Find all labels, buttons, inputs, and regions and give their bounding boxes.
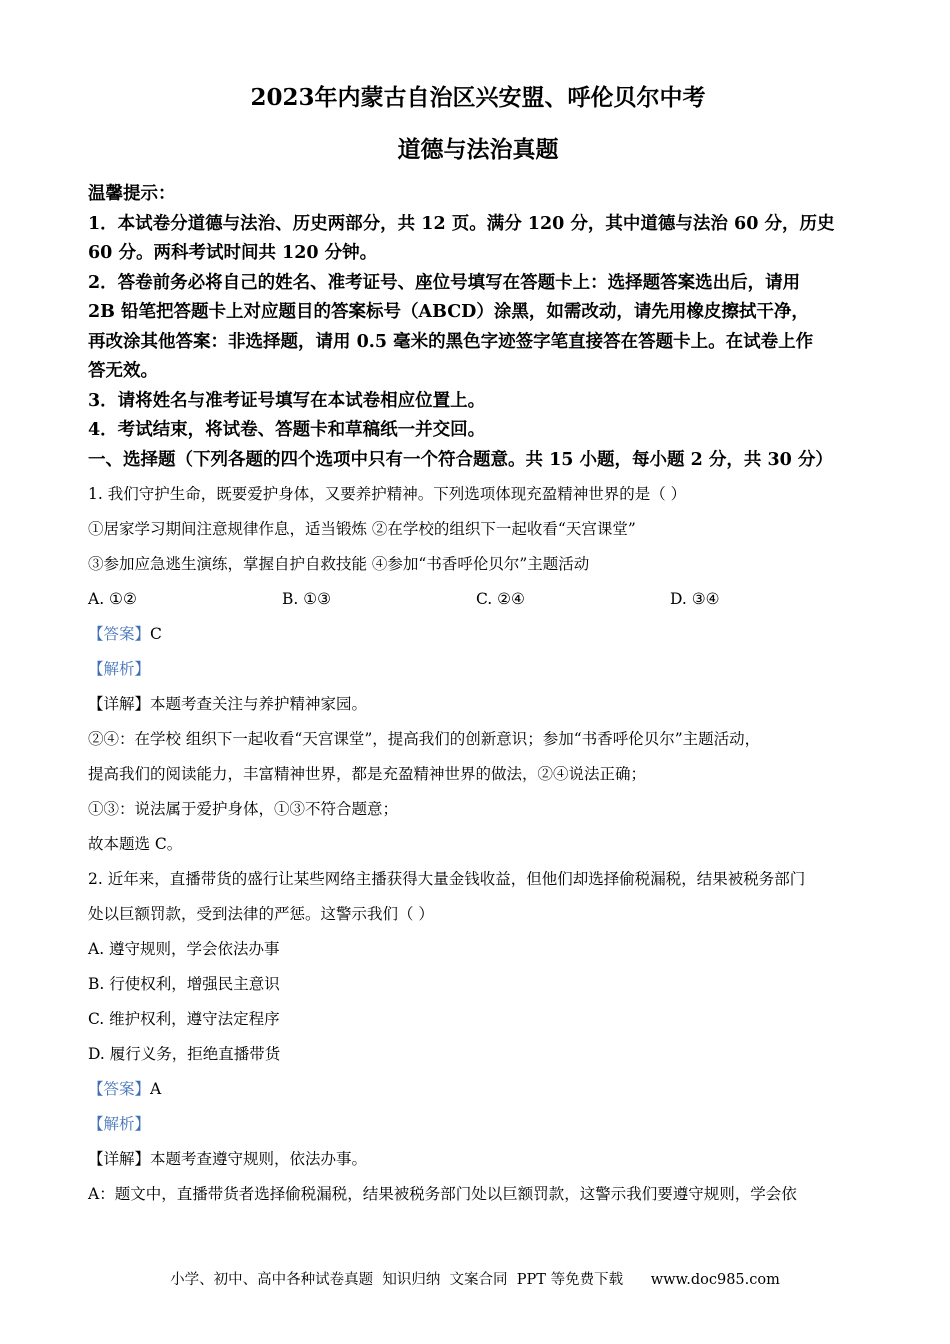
q2-option-d: D. 履行义务，拒绝直播带货 [88,1045,281,1063]
answer-tag: 【答案】 [88,625,151,643]
exam-page [88,80,868,1212]
tips-line: 1．本试卷分道德与法治、历史两部分，共 12 页。满分 120 分，其中道德与法治 60 分，历史 [88,213,835,234]
tips-line: 4．考试结束，将试卷、答题卡和草稿纸一并交回。 [88,420,486,440]
tips-line: 答无效。 [88,361,158,381]
q2-detail [88,1142,868,1177]
detail-tag: 【详解】 [88,695,151,713]
tips-label: 温馨提示： [88,184,176,204]
analysis-tag: 【解析】 [88,660,151,678]
q1-analysis-line: ①③：说法属于爱护身体，①③不符合题意； [88,800,399,818]
q1-stem: 1. 我们守护生命，既要爱护身体，又要养护精神。下列选项体现充盈精神世界的是（ ） [88,485,687,503]
page-footer: 小学、初中、高中各种试卷真题 知识归纳 文案合同 PPT 等免费下载 www.doc985.com [170,1272,780,1288]
section-heading: 一、选择题（下列各题的四个选项中只有一个符合题意。共 15 小题，每小题 2 分，共 30 分） [88,449,833,470]
tips-line: 3．请将姓名与准考证号填写在本试卷相应位置上。 [88,390,486,411]
q1-detail [88,687,868,722]
answer-tag: 【答案】 [88,1080,151,1098]
answer-value: C [150,625,162,643]
exam-subtitle: 道德与法治真题 [397,136,559,163]
questions [88,477,868,1212]
tips-block [88,180,868,475]
q2-stem: 处以巨额罚款，受到法律的严惩。这警示我们（ ） [88,905,434,923]
q1-analysis-line: 故本题选 C。 [88,835,183,853]
q1-option-d: D. ③④ [670,590,720,608]
q2-option-b: B. 行使权利，增强民主意识 [88,975,280,993]
q1-options [88,582,868,617]
q1-option-b: B. ①③ [282,590,332,608]
answer-value: A [150,1080,162,1098]
detail-text: 本题考查关注与养护精神家园。 [150,695,368,713]
q2-option-c: C. 维护权利，遵守法定程序 [88,1010,280,1028]
q1-item: ①居家学习期间注意规律作息，适当锻炼 ②在学校的组织下一起收看“天宫课堂” [88,520,636,538]
q2-stem: 2. 近年来，直播带货的盛行让某些网络主播获得大量金钱收益，但他们却选择偷税漏税，结果被税务部门 [88,870,806,888]
exam-title: 2023年内蒙古自治区兴安盟、呼伦贝尔中考 [250,84,706,111]
detail-text: 本题考查遵守规则，依法办事。 [150,1150,368,1168]
q1-item: ③参加应急逃生演练，掌握自护自救技能 ④参加“书香呼伦贝尔”主题活动 [88,555,590,573]
q2-answer [88,1072,868,1107]
analysis-tag: 【解析】 [88,1115,151,1133]
tips-line: 2B 铅笔把答题卡上对应题目的答案标号（ABCD）涂黑，如需改动，请先用橡皮擦拭干净， [88,302,809,322]
tips-line: 再改涂其他答案：非选择题，请用 0.5 毫米的黑色字迹签字笔直接答在答题卡上。在试卷上作 [88,331,814,352]
tips-line: 2．答卷前务必将自己的姓名、准考证号、座位号填写在答题卡上：选择题答案选出后，请用 [88,272,801,293]
q1-option-a: A. ①② [88,590,137,608]
q2-analysis-line: A：题文中，直播带货者选择偷税漏税，结果被税务部门处以巨额罚款，这警示我们要遵守规则，学会依 [88,1185,797,1203]
q2-option-a: A. 遵守规则，学会依法办事 [88,940,280,958]
q1-analysis-line: 提高我们的阅读能力，丰富精神世界，都是充盈精神世界的做法，②④说法正确； [88,765,647,783]
q1-analysis-line: ②④：在学校 组织下一起收看“天宫课堂”，提高我们的创新意识；参加“书香呼伦贝尔”主题活动， [88,730,761,748]
q1-option-c: C. ②④ [476,590,525,608]
detail-tag: 【详解】 [88,1150,151,1168]
q1-answer [88,617,868,652]
tips-line: 60 分。两科考试时间共 120 分钟。 [88,243,378,263]
